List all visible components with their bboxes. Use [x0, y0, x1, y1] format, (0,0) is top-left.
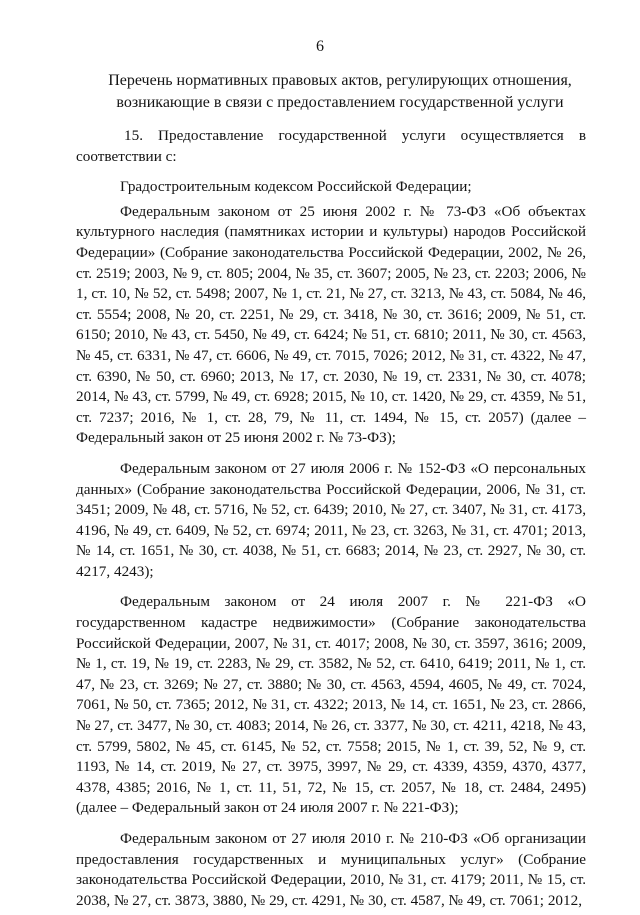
clause-15: 15. Предоставление государственной услуги осуществляется в соответствии с:	[76, 127, 586, 165]
paragraph-law-73-fz: Федеральным законом от 25 июня 2002 г. № 73-ФЗ «Об объектах культурного наследия (памятниках истории и культуры) народов Российской Федерации» (Собрание законодательства Российской Федерации, 2002, № 26, ст. 2519; 2003, № 9, ст. 805; 2004, № 35, ст. 3607; 2005, № 23, ст. 2203; 2006, № 1, ст. 10, № 52, ст. 5498; 2007, № 1, ст. 21, № 27, ст. 3213, № 43, ст. 5084, № 46, ст. 5554; 2008, № 20, ст. 2251, № 29, ст. 3418, № 30, ст. 3616; 2009, № 51, ст. 6150; 2010, № 43, ст. 5450, № 49, ст. 6424; № 51, ст. 6810; 2011, № 30, ст. 4563, № 45, ст. 6331, № 47, ст. 6606, № 49, ст. 7015, 7026; 2012, № 31, ст. 4322, № 47, ст. 6390, № 50, ст. 6960; 2013, № 17, ст. 2030, № 19, ст. 2331, № 30, ст. 4078; 2014, № 43, ст. 5799, № 49, ст. 6928; 2015, № 10, ст. 1420, № 29, ст. 4359, № 51, ст. 7237; 2016, № 1, ст. 28, 79, № 11, ст. 1494, № 15, ст. 2057) (далее – Федеральный закон от 25 июня 2002 г. № 73-ФЗ);	[76, 202, 586, 447]
paragraph-law-221-fz: Федеральным законом от 24 июля 2007 г. № 221-ФЗ «О государственном кадастре недвижимости» (Собрание законодательства Российской Федерации, 2007, № 31, ст. 4017; 2008, № 30, ст. 3597, 3616; 2009, № 1, ст. 19, № 19, ст. 2283, № 29, ст. 3582, № 52, ст. 6410, 6419; 2011, № 1, ст. 47, № 23, ст. 3269; № 27, ст. 3880; № 30, ст. 4563, 4594, 4605, № 49, ст. 7024, 7061, № 50, ст. 7365; 2012, № 31, ст. 4322; 2013, № 14, ст. 1651, № 23, ст. 2866, № 27, ст. 3477, № 30, ст. 4083; 2014, № 26, ст. 3377, № 30, ст. 4211, 4218, № 43, ст. 5799, 5802, № 45, ст. 6145, № 52, ст. 7558; 2015, № 1, ст. 39, 52, № 9, ст. 1193, № 14, ст. 2019, № 27, ст. 3975, 3997, № 29, ст. 4339, 4359, 4370, 4377, 4378, 4385; 2016, № 1, ст. 11, 51, 72, № 15, ст. 2057, № 18, ст. 2484, 2495) (далее – Федеральный закон от 24 июля 2007 г. № 221-ФЗ);	[76, 593, 586, 817]
section-heading: Перечень нормативных правовых актов, регулирующих отношения, возникающие в связи с предоставлением государственной услуги	[108, 72, 572, 111]
document-body	[76, 126, 586, 915]
page-number: 6	[316, 38, 324, 55]
paragraph-law-210-fz: Федеральным законом от 27 июля 2010 г. № 210-ФЗ «Об организации предоставления государственных и муниципальных услуг» (Собрание законодательства Российской Федерации, 2010, № 31, ст. 4179; 2011, № 15, ст. 2038, № 27, ст. 3873, 3880, № 29, ст. 4291, № 30, ст. 4587, № 49, ст. 7061; 2012,	[76, 830, 586, 909]
paragraph-law-152-fz: Федеральным законом от 27 июля 2006 г. № 152-ФЗ «О персональных данных» (Собрание законодательства Российской Федерации, 2006, № 31, ст. 3451; 2009, № 48, ст. 5716, № 52, ст. 6439; 2010, № 27, ст. 3407, № 31, ст. 4173, 4196, № 49, ст. 6409, № 52, ст. 6974; 2011, № 23, ст. 3263, № 31, ст. 4701; 2013, № 14, ст. 1651, № 30, ст. 4038, № 51, ст. 6683; 2014, № 23, ст. 2927, № 30, ст. 4217, 4243);	[76, 459, 586, 580]
paragraph-urban-planning-code: Градостроительным кодексом Российской Федерации;	[120, 178, 472, 196]
